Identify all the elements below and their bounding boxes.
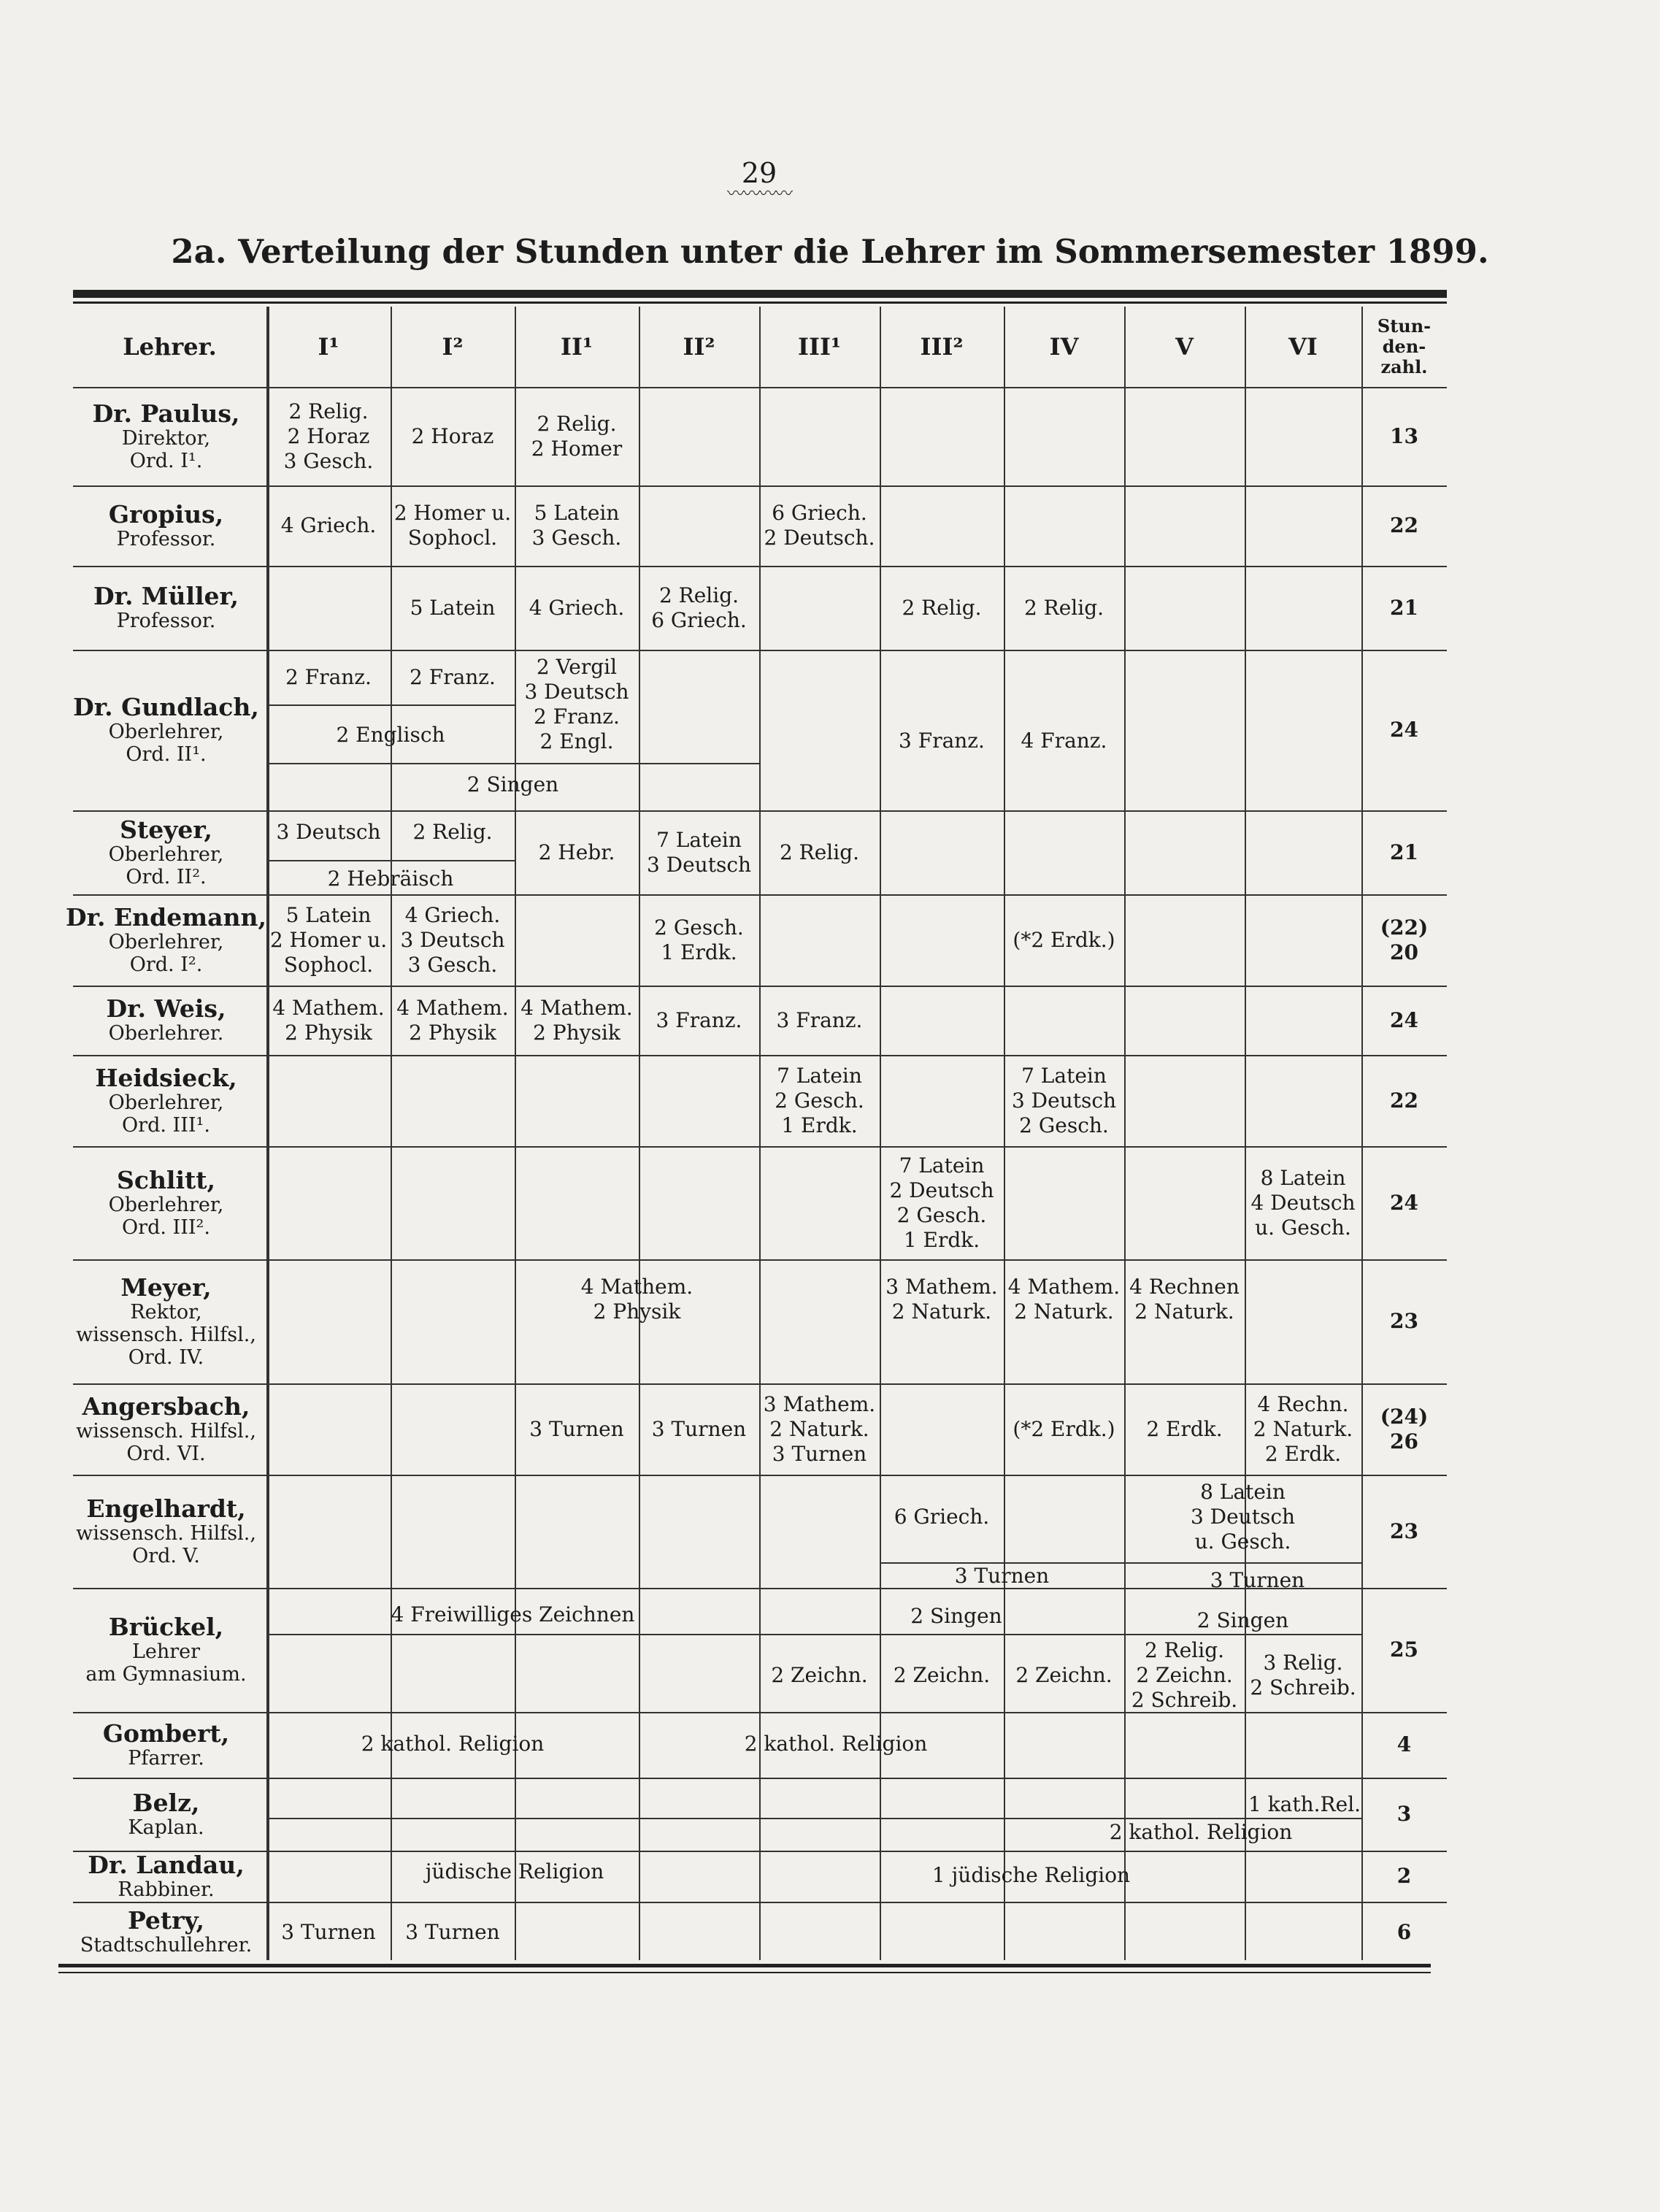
cell-gundlach_iv	[1004, 715, 1124, 767]
cell-line: 2 Physik	[593, 1299, 681, 1324]
cell-line: 2 Hebr.	[538, 840, 615, 864]
span-gombert_2: 2 kathol. Religion	[744, 1732, 928, 1756]
teacher-cell	[73, 1475, 259, 1588]
cell-line: 2 Relig.	[412, 820, 493, 844]
cell-line: 3 Franz.	[776, 1007, 863, 1032]
cell-line: 2 Homer u.	[393, 501, 512, 525]
cell-meyer_iv	[1004, 1259, 1124, 1340]
cell-line: 4 Deutsch	[1250, 1190, 1356, 1215]
cell-petry_i2	[391, 1902, 515, 1962]
cell-brueckel_vi	[1245, 1639, 1361, 1712]
cell-endemann_i2	[391, 894, 515, 986]
cell-line: 2 Gesch.	[1019, 1113, 1109, 1137]
cell-line: 2 Zeichn.	[1015, 1663, 1113, 1687]
teacher-cell	[73, 810, 259, 894]
teacher-name: Meyer,	[120, 1272, 212, 1302]
span-belz_span: 2 kathol. Religion	[1109, 1820, 1293, 1844]
cell-line: 3 Turnen	[651, 1416, 747, 1441]
hours-total	[1361, 1588, 1447, 1712]
teacher-title: Oberlehrer,	[108, 842, 224, 866]
cell-line: 2 Zeichn.	[1136, 1663, 1233, 1687]
page-number-ornament: 〰〰〰〰	[727, 183, 791, 204]
cell-line: 4 Mathem.	[1007, 1275, 1121, 1299]
cell-line: 2 Franz.	[285, 664, 372, 689]
cell-weis_i1	[266, 986, 391, 1055]
cell-weis_ii2	[639, 986, 759, 1055]
cell-steyer_i1	[266, 810, 391, 854]
cell-meyer_v	[1124, 1259, 1245, 1340]
cell-angersbach_vi	[1245, 1383, 1361, 1475]
cell-line: 2 Relig.	[1023, 595, 1104, 620]
span-brueckel_singen1: 2 Singen	[910, 1604, 1002, 1628]
cell-line: 3 Turnen	[281, 1919, 376, 1944]
cell-line: 2 Naturk.	[1134, 1299, 1234, 1324]
cell-gundlach_iii2	[880, 715, 1004, 767]
cell-line: 2 Deutsch	[889, 1178, 994, 1202]
cell-line: 2 Engl.	[539, 729, 614, 753]
cell-mueller_iv	[1004, 566, 1124, 650]
hours-total	[1361, 1902, 1447, 1962]
cell-line: 4 Rechn.	[1257, 1391, 1349, 1416]
cell-line: 3 Turnen	[405, 1919, 500, 1944]
cell-mueller_i2	[391, 566, 515, 650]
cell-line: 5 Latein	[410, 595, 496, 620]
teacher-extra: am Gymnasium.	[85, 1663, 247, 1686]
cell-line: 2 Relig.	[902, 595, 982, 620]
hours-total	[1361, 1475, 1447, 1588]
teacher-name: Gropius,	[108, 499, 224, 529]
teacher-title: Oberlehrer,	[108, 1193, 224, 1216]
cell-line: (*2 Erdk.)	[1012, 1416, 1115, 1441]
teacher-cell	[73, 1778, 259, 1851]
cell-line: 4 Franz.	[1021, 729, 1107, 753]
cell-line: 3 Franz.	[656, 1007, 742, 1032]
cell-gundlach_i2	[391, 650, 515, 704]
hours-value: 6	[1396, 1919, 1412, 1944]
row-rule	[73, 1146, 1447, 1148]
span-landau_2: 1 jüdische Religion	[931, 1863, 1131, 1887]
hours-value: 25	[1390, 1637, 1418, 1662]
cell-line: 8 Latein	[1260, 1165, 1346, 1190]
teacher-name: Dr. Paulus,	[92, 399, 240, 428]
cell-brueckel_iii2	[880, 1639, 1004, 1712]
hours-value: 21	[1390, 595, 1418, 620]
row-rule	[73, 1712, 1447, 1713]
cell-angersbach_iv	[1004, 1383, 1124, 1475]
cell-line: 7 Latein	[777, 1063, 862, 1088]
teacher-extra: Ord. VI.	[126, 1442, 206, 1465]
teacher-cell	[73, 1902, 259, 1962]
cell-steyer_i2	[391, 810, 515, 854]
cell-angersbach_ii1	[515, 1383, 639, 1475]
cell-weis_iii1	[759, 986, 880, 1055]
teacher-name: Dr. Gundlach,	[73, 693, 259, 721]
cell-line: 1 Erdk.	[661, 940, 737, 964]
row-rule	[73, 566, 1447, 567]
hours-value: 24	[1390, 1007, 1418, 1032]
hours-value: 22	[1390, 513, 1418, 537]
cell-endemann_ii2	[639, 894, 759, 986]
cell-line: 3 Deutsch	[400, 927, 505, 952]
cell-line: 2 Horaz	[411, 423, 494, 448]
hours-total	[1361, 810, 1447, 894]
cell-line: 8 Latein	[1200, 1479, 1286, 1504]
cell-line: 2 Gesch.	[775, 1088, 864, 1113]
cell-steyer_ii1	[515, 810, 639, 894]
hours-value: 22	[1390, 1088, 1418, 1113]
span-gundlach_singen: 2 Singen	[466, 772, 559, 796]
hours-value: 4	[1396, 1732, 1412, 1756]
cell-line: 3 Relig.	[1263, 1651, 1343, 1675]
cell-line: 2 Physik	[533, 1020, 620, 1045]
cell-meyer_iii2	[880, 1259, 1004, 1340]
span-gundlach_englisch: 2 Englisch	[336, 723, 445, 747]
column-header: III²	[920, 333, 964, 361]
teacher-title: Direktor,	[121, 426, 211, 450]
teacher-title: Lehrer	[131, 1640, 201, 1663]
cell-line: 7 Latein	[1021, 1063, 1107, 1088]
hours-value: 2	[1396, 1864, 1412, 1888]
hours-value: 26	[1390, 1429, 1418, 1453]
span-brueckel_singen2: 2 Singen	[1196, 1608, 1289, 1632]
row-rule	[266, 763, 759, 764]
cell-angersbach_v	[1124, 1383, 1245, 1475]
cell-weis_ii1	[515, 986, 639, 1055]
cell-meyer_ii1	[515, 1259, 759, 1340]
teacher-cell	[73, 1851, 259, 1902]
cell-line: 2 Naturk.	[1014, 1299, 1114, 1324]
cell-line: 2 Schreib.	[1131, 1688, 1238, 1712]
cell-paulus_i2	[391, 387, 515, 485]
teacher-cell	[73, 1146, 259, 1259]
column-header: V	[1175, 333, 1194, 361]
header-rule-thick	[73, 290, 1447, 298]
teacher-title: Kaplan.	[128, 1816, 204, 1839]
cell-line: 4 Mathem.	[272, 995, 385, 1020]
teacher-cell	[66, 894, 266, 986]
hours-value: 20	[1390, 940, 1418, 964]
row-rule	[266, 1634, 1361, 1635]
teacher-cell	[73, 387, 259, 485]
cell-gropius_ii1	[515, 485, 639, 566]
cell-line: 2 Deutsch.	[764, 526, 875, 550]
hours-total	[1361, 1259, 1447, 1383]
cell-line: 1 Erdk.	[903, 1227, 980, 1252]
cell-line: 2 Naturk.	[769, 1416, 869, 1441]
cell-line: 2 Naturk.	[891, 1299, 992, 1324]
cell-line: 2 Franz.	[410, 664, 496, 689]
teacher-name: Heidsieck,	[95, 1063, 237, 1092]
cell-line: 4 Rechnen	[1129, 1275, 1240, 1299]
hours-value: 24	[1390, 1190, 1418, 1215]
teacher-title: Professor.	[116, 527, 216, 550]
cell-line: 2 Vergil	[536, 655, 618, 679]
hours-value: 23	[1390, 1518, 1418, 1543]
cell-line: 2 Horaz	[287, 423, 370, 448]
cell-line: 3 Mathem.	[763, 1391, 876, 1416]
hours-value: 21	[1390, 840, 1418, 864]
teacher-name: Angersbach,	[82, 1391, 250, 1421]
cell-angersbach_iii1	[759, 1383, 880, 1475]
cell-line: 5 Latein	[534, 501, 620, 525]
cell-line: 3 Turnen	[772, 1441, 867, 1466]
cell-endemann_iv	[1004, 894, 1124, 986]
span-belz_vi: 1 kath.Rel.	[1248, 1792, 1361, 1816]
column-header: II¹	[561, 333, 593, 361]
hours-total	[1361, 1383, 1447, 1475]
cell-gropius_i1	[266, 485, 391, 566]
hours-value: 13	[1390, 423, 1418, 448]
cell-line: 2 Franz.	[534, 704, 620, 729]
hours-total	[1361, 1146, 1447, 1259]
cell-line: 4 Mathem.	[580, 1275, 693, 1299]
cell-line: 3 Gesch.	[407, 952, 498, 977]
hours-total	[1361, 894, 1447, 986]
cell-schlitt_iii2	[880, 1146, 1004, 1259]
row-rule	[266, 860, 515, 861]
row-rule	[73, 1778, 1447, 1779]
teacher-extra: Ord. V.	[132, 1544, 200, 1567]
span-landau_1: jüdische Religion	[425, 1859, 604, 1883]
cell-line: 4 Mathem.	[396, 995, 509, 1020]
teacher-cell	[73, 1588, 259, 1712]
teacher-name: Engelhardt,	[86, 1494, 246, 1523]
cell-brueckel_iii1	[759, 1639, 880, 1712]
hours-total	[1361, 1778, 1447, 1851]
cell-line: 3 Mathem.	[885, 1275, 998, 1299]
row-rule	[266, 704, 515, 706]
cell-line: 2 Homer	[531, 436, 623, 461]
column-header: VI	[1288, 333, 1318, 361]
cell-line: 7 Latein	[656, 827, 742, 852]
teacher-title: Rektor,	[130, 1300, 202, 1324]
cell-line: 3 Gesch.	[531, 526, 622, 550]
cell-line: (*2 Erdk.)	[1012, 927, 1115, 952]
teacher-title: Oberlehrer,	[108, 721, 224, 743]
span-engelhardt_turnen1: 3 Turnen	[954, 1564, 1050, 1588]
cell-line: 6 Griech.	[894, 1504, 990, 1529]
cell-brueckel_iv	[1004, 1639, 1124, 1712]
cell-line: 6 Griech.	[651, 607, 747, 632]
cell-line: 6 Griech.	[772, 501, 867, 525]
cell-engelhardt_v	[1124, 1475, 1361, 1559]
teacher-title: wissensch. Hilfsl.,	[76, 1419, 256, 1443]
teacher-name: Gombert,	[102, 1718, 230, 1748]
cell-line: 3 Franz.	[899, 729, 985, 753]
cell-gropius_iii1	[759, 485, 880, 566]
teacher-name: Petry,	[127, 1906, 205, 1935]
teacher-extra: Ord. III¹.	[122, 1113, 210, 1137]
teacher-title: Pfarrer.	[128, 1746, 204, 1770]
cell-line: 3 Deutsch	[1011, 1088, 1117, 1113]
teacher-cell	[73, 986, 259, 1055]
hours-total	[1361, 1055, 1447, 1146]
column-header: Lehrer.	[123, 333, 217, 361]
teacher-name: Schlitt,	[117, 1165, 215, 1194]
cell-line: 2 Naturk.	[1253, 1416, 1353, 1441]
hours-value: (22)	[1380, 915, 1429, 940]
cell-heidsieck_iv	[1004, 1055, 1124, 1146]
cell-line: u. Gesch.	[1194, 1529, 1291, 1554]
hours-total	[1361, 986, 1447, 1055]
teacher-name: Dr. Weis,	[106, 994, 226, 1023]
cell-line: 4 Griech.	[280, 513, 377, 537]
cell-paulus_ii1	[515, 387, 639, 485]
teacher-name: Dr. Müller,	[93, 582, 239, 610]
cell-line: 4 Griech.	[404, 902, 501, 927]
cell-line: 3 Deutsch	[1190, 1504, 1296, 1529]
cell-line: 3 Deutsch	[646, 852, 752, 877]
cell-line: 3 Deutsch	[524, 680, 629, 704]
cell-gropius_i2	[391, 485, 515, 566]
cell-line: 7 Latein	[899, 1153, 985, 1178]
teacher-extra: Ord. II².	[126, 865, 207, 888]
teacher-cell	[73, 1259, 259, 1383]
cell-line: 2 Relig.	[288, 399, 369, 423]
cell-line: 2 Gesch.	[654, 915, 744, 940]
cell-engelhardt_iii2	[880, 1475, 1004, 1559]
hours-value: 23	[1390, 1309, 1418, 1333]
hours-value: 3	[1396, 1802, 1412, 1826]
cell-steyer_ii2	[639, 810, 759, 894]
hours-total	[1361, 387, 1447, 485]
teacher-title: Oberlehrer,	[108, 1091, 224, 1114]
teacher-extra: wissensch. Hilfsl.,	[76, 1323, 256, 1346]
teacher-title: Oberlehrer,	[108, 930, 224, 953]
teacher-cell	[73, 1055, 259, 1146]
teacher-extra: Ord. I².	[129, 953, 203, 976]
hours-value: (24)	[1380, 1404, 1429, 1429]
teacher-name: Brückel,	[108, 1613, 224, 1641]
cell-line: 2 Relig.	[1144, 1638, 1225, 1662]
cell-line: 2 Physik	[409, 1020, 496, 1045]
cell-angersbach_ii2	[639, 1383, 759, 1475]
hours-total	[1361, 1712, 1447, 1778]
cell-weis_i2	[391, 986, 515, 1055]
teacher-title: Professor.	[116, 610, 216, 632]
column-header: III¹	[798, 333, 841, 361]
cell-line: 2 Physik	[285, 1020, 372, 1045]
teacher-cell	[73, 1383, 259, 1475]
cell-endemann_i1	[266, 894, 391, 986]
hours-total	[1361, 566, 1447, 650]
bottom-rule	[58, 1964, 1431, 1967]
teacher-cell	[73, 1712, 259, 1778]
bottom-rule-thin	[58, 1972, 1431, 1973]
hours-total	[1361, 1851, 1447, 1902]
column-header: IV	[1049, 333, 1079, 361]
row-rule	[266, 1818, 1361, 1819]
cell-paulus_i1	[266, 387, 391, 485]
cell-gundlach_ii1	[515, 650, 639, 759]
teacher-title: Stadtschullehrer.	[80, 1934, 253, 1956]
teacher-cell	[73, 566, 259, 650]
cell-line: Sophocl.	[407, 526, 498, 550]
cell-line: 5 Latein	[285, 902, 372, 927]
cell-gundlach_i1	[266, 650, 391, 704]
page-number: 29	[741, 157, 777, 189]
teacher-name: Dr. Landau,	[88, 1850, 245, 1879]
teacher-extra2: Ord. IV.	[128, 1345, 204, 1369]
cell-schlitt_vi	[1245, 1146, 1361, 1259]
span-steyer_hebraeisch: 2 Hebräisch	[327, 867, 454, 891]
cell-line: Sophocl.	[283, 952, 374, 977]
hours-total	[1361, 650, 1447, 810]
teacher-name: Dr. Endemann,	[66, 902, 266, 932]
teacher-cell	[73, 650, 259, 810]
teacher-cell	[73, 485, 259, 566]
cell-line: 2 Schreib.	[1250, 1675, 1356, 1700]
cell-steyer_iii1	[759, 810, 880, 894]
teacher-name: Steyer,	[120, 815, 212, 844]
teacher-title: Oberlehrer.	[108, 1022, 224, 1045]
hours-value: 24	[1390, 718, 1418, 742]
cell-line: 2 Erdk.	[1264, 1441, 1342, 1466]
cell-line: 2 Relig.	[537, 411, 617, 436]
cell-petry_i1	[266, 1902, 391, 1962]
cell-line: 4 Mathem.	[520, 995, 633, 1020]
cell-line: 2 Homer u.	[269, 927, 388, 952]
header-rule-thin	[73, 302, 1447, 304]
column-header: II²	[683, 333, 715, 361]
teacher-name: Belz,	[132, 1788, 200, 1817]
teacher-title: wissensch. Hilfsl.,	[76, 1521, 256, 1545]
teacher-title: Rabbiner.	[118, 1878, 215, 1901]
span-brueckel_zeichnen: 4 Freiwilliges Zeichnen	[391, 1602, 635, 1627]
teacher-extra: Ord. I¹.	[129, 449, 203, 472]
teacher-extra: Ord. II¹.	[126, 743, 207, 766]
cell-line: 3 Gesch.	[283, 448, 374, 473]
cell-line: 2 Relig.	[658, 583, 739, 607]
page-title: 2a. Verteilung der Stunden unter die Lehrer im Sommersemester 1899.	[171, 232, 1489, 271]
column-header: I²	[442, 333, 464, 361]
cell-line: 1 Erdk.	[781, 1113, 858, 1137]
cell-line: 4 Griech.	[529, 595, 625, 620]
cell-line: 3 Turnen	[529, 1416, 624, 1441]
cell-mueller_ii2	[639, 566, 759, 650]
cell-line: 2 Gesch.	[896, 1202, 987, 1227]
cell-line: 2 Erdk.	[1146, 1416, 1223, 1441]
span-gombert_1: 2 kathol. Religion	[361, 1732, 545, 1756]
span-engelhardt_turnen2: 3 Turnen	[1210, 1568, 1305, 1592]
column-header: I¹	[318, 333, 339, 361]
cell-heidsieck_iii1	[759, 1055, 880, 1146]
cell-mueller_ii1	[515, 566, 639, 650]
cell-line: 2 Zeichn.	[771, 1663, 868, 1687]
teacher-extra: Ord. III².	[122, 1216, 210, 1239]
cell-line: 3 Deutsch	[276, 820, 381, 844]
row-rule	[73, 1851, 1447, 1852]
cell-line: 2 Zeichn.	[893, 1663, 991, 1687]
cell-line: u. Gesch.	[1255, 1215, 1351, 1240]
hours-total	[1361, 485, 1447, 566]
cell-line: 2 Relig.	[779, 840, 860, 864]
cell-brueckel_v	[1124, 1639, 1245, 1712]
column-header: Stun-den-zahl.	[1377, 315, 1432, 377]
cell-mueller_iii2	[880, 566, 1004, 650]
